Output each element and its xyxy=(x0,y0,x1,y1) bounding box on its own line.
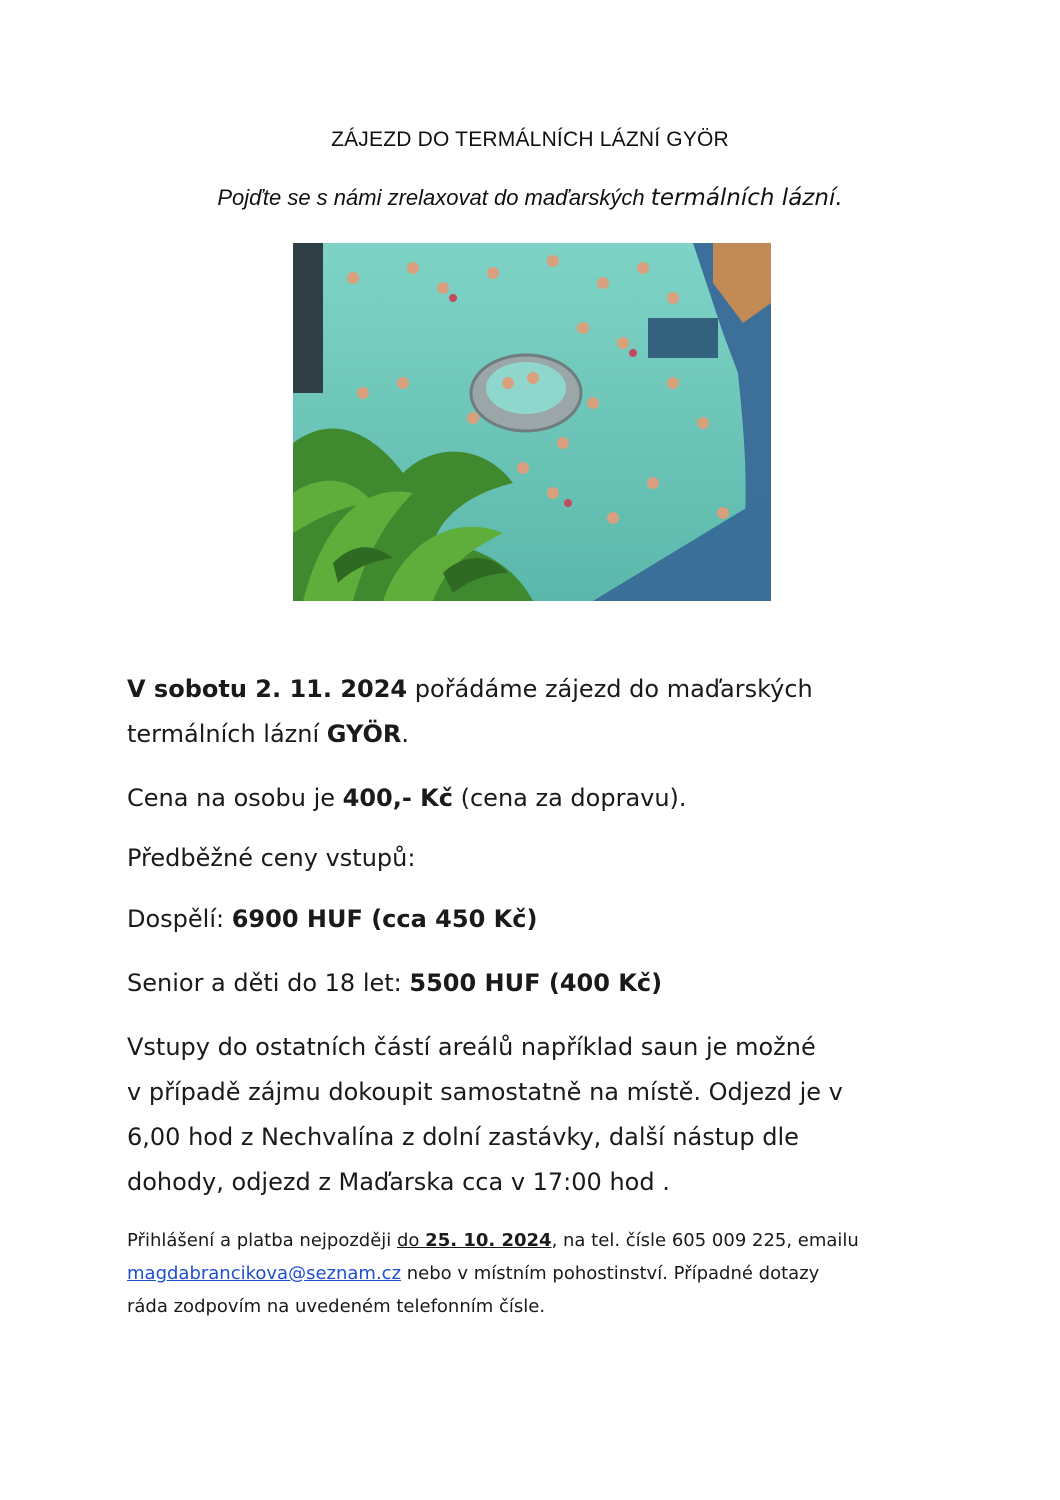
details-line-3: 6,00 hod z Nechvalína z dolní zastávky, další nástup dle xyxy=(127,1123,799,1151)
details-line-4: dohody, odjezd z Maďarska cca v 17:00 hod . xyxy=(127,1168,670,1196)
destination-name: GYÖR xyxy=(326,720,402,748)
footer-text-c: nebo v místním pohostinství. Případné dotazy xyxy=(401,1263,820,1284)
footer-text-d: ráda zodpovím na uvedeném telefonním čísle. xyxy=(127,1296,546,1317)
subtitle-part-a: Pojďte se s námi zrelaxovat do maďarských xyxy=(217,185,645,210)
adult-label: Dospělí: xyxy=(127,905,232,933)
senior-label: Senior a děti do 18 let: xyxy=(127,969,410,997)
deadline-date: 25. 10. 2024 xyxy=(425,1230,552,1251)
paragraph-date-text-a: pořádáme zájezd do maďarských xyxy=(407,675,813,703)
footer-text-b: , na tel. čísle 605 009 225, emailu xyxy=(551,1230,859,1251)
details-line-1: Vstupy do ostatních částí areálů například saun je možné xyxy=(127,1033,816,1061)
email-link[interactable]: magdabrancikova@seznam.cz xyxy=(127,1263,402,1284)
paragraph-price xyxy=(127,776,947,821)
price-text-b: (cena za dopravu). xyxy=(452,784,687,812)
details-line-2: v případě zájmu dokoupit samostatně na místě. Odjezd je v xyxy=(127,1078,843,1106)
document-title: ZÁJEZD DO TERMÁLNÍCH LÁZNÍ GYÖR xyxy=(331,128,729,151)
registration-note xyxy=(127,1224,947,1323)
pool-illustration xyxy=(293,243,771,601)
paragraph-senior-price xyxy=(127,961,947,1006)
document-subtitle xyxy=(0,185,1060,211)
paragraph-date xyxy=(127,667,947,757)
footer-text-a: Přihlášení a platba nejpozději xyxy=(127,1230,397,1251)
deadline-prefix: do xyxy=(397,1230,426,1251)
paragraph-details xyxy=(127,1025,947,1205)
subtitle-part-b: termálních lázní. xyxy=(650,185,843,211)
price-value: 400,- Kč xyxy=(342,784,453,812)
paragraph-entry-heading: Předběžné ceny vstupů: xyxy=(127,844,416,872)
paragraph-date-text-c: . xyxy=(401,720,409,748)
paragraph-adult-price xyxy=(127,897,947,942)
paragraph-date-text-b: termálních lázní xyxy=(127,720,327,748)
thermal-pool-photo xyxy=(293,243,771,601)
senior-price-value: 5500 HUF (400 Kč) xyxy=(409,969,663,997)
price-text-a: Cena na osobu je xyxy=(127,784,343,812)
adult-price-value: 6900 HUF (cca 450 Kč) xyxy=(231,905,538,933)
deadline xyxy=(397,1230,552,1251)
trip-date: V sobotu 2. 11. 2024 xyxy=(127,675,408,703)
